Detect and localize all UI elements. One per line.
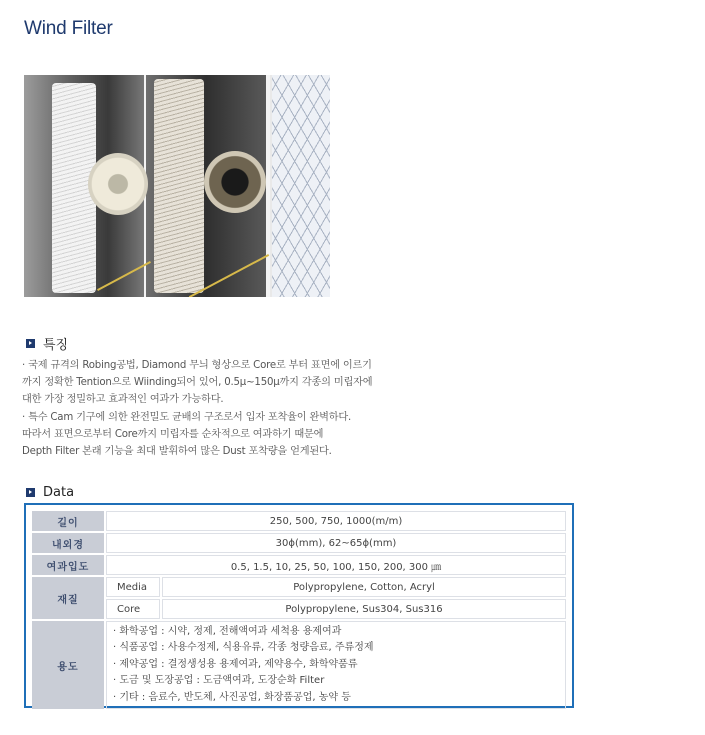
product-photo <box>24 75 330 297</box>
features-heading: 특징 <box>26 334 68 353</box>
usage-line: · 화학공업 : 시약, 정제, 전해액여과 세척용 용제여과 <box>113 626 342 637</box>
usage-line: · 도금 및 도장공업 : 도금액여과, 도장순화 Filter <box>113 675 325 687</box>
media-label: Media <box>106 577 160 597</box>
core-value: Polypropylene, Sus304, Sus316 <box>162 599 566 619</box>
feature-line: · 특수 Cam 기구에 의한 완전밀도 균배의 구조로서 입자 포착율이 완벽하다. <box>22 411 352 423</box>
beige-cartridge-image <box>154 79 204 293</box>
length-label: 길이 <box>32 511 104 531</box>
bullet-square-icon <box>26 488 35 497</box>
table-row <box>32 599 566 619</box>
data-heading: Data <box>26 485 74 500</box>
table-row <box>32 533 566 553</box>
cartridge-end-beige <box>204 151 266 213</box>
table-row <box>32 511 566 531</box>
precision-value: 0.5, 1.5, 10, 25, 50, 100, 150, 200, 300 ㎛ <box>106 555 566 575</box>
usage-label: 용도 <box>32 621 104 709</box>
bullet-square-icon <box>26 339 35 348</box>
usage-line: · 기타 : 음료수, 반도체, 사진공업, 화장품공업, 농약 등 <box>113 691 351 703</box>
usage-line: · 식품공업 : 사용수정제, 식용유류, 각종 청량음료, 주류정제 <box>113 642 374 654</box>
precision-label: 여과입도 <box>32 555 104 575</box>
diamond-cartridge-image <box>272 75 330 297</box>
diameter-value: 30ϕ(mm), 62~65ϕ(mm) <box>106 533 566 553</box>
spec-table <box>24 503 574 708</box>
feature-line: 따라서 표면으로부터 Core까지 미립자를 순차적으로 여과하기 때문에 <box>22 428 324 440</box>
table-row <box>32 555 566 575</box>
usage-line: · 제약공업 : 결정생성용 용제여과, 제약용수, 화학약품류 <box>113 658 358 670</box>
media-value: Polypropylene, Cotton, Acryl <box>162 577 566 597</box>
feature-line: · 국제 규격의 Robing공법, Diamond 무늬 형상으로 Core로 부터 표면에 이르기 <box>22 360 372 371</box>
page-title: Wind Filter <box>24 18 113 39</box>
cartridge-end-white <box>88 153 148 215</box>
length-value: 250, 500, 750, 1000(m/m) <box>106 511 566 531</box>
table-row <box>32 621 566 709</box>
diameter-label: 내외경 <box>32 533 104 553</box>
features-text <box>22 357 442 460</box>
feature-line: 까지 정확한 Tention으로 Wiinding되어 있어, 0.5μ~150μ까지 각종의 미립자에 <box>22 377 373 389</box>
table-row <box>32 577 566 597</box>
core-label: Core <box>106 599 160 619</box>
material-label: 재질 <box>32 577 104 619</box>
feature-line: 대한 가장 정밀하고 효과적인 여과가 가능하다. <box>22 394 224 406</box>
usage-value <box>106 621 566 709</box>
feature-line: Depth Filter 본래 기능을 최대 발휘하여 많은 Dust 포착량을 얻게된다. <box>22 446 332 458</box>
